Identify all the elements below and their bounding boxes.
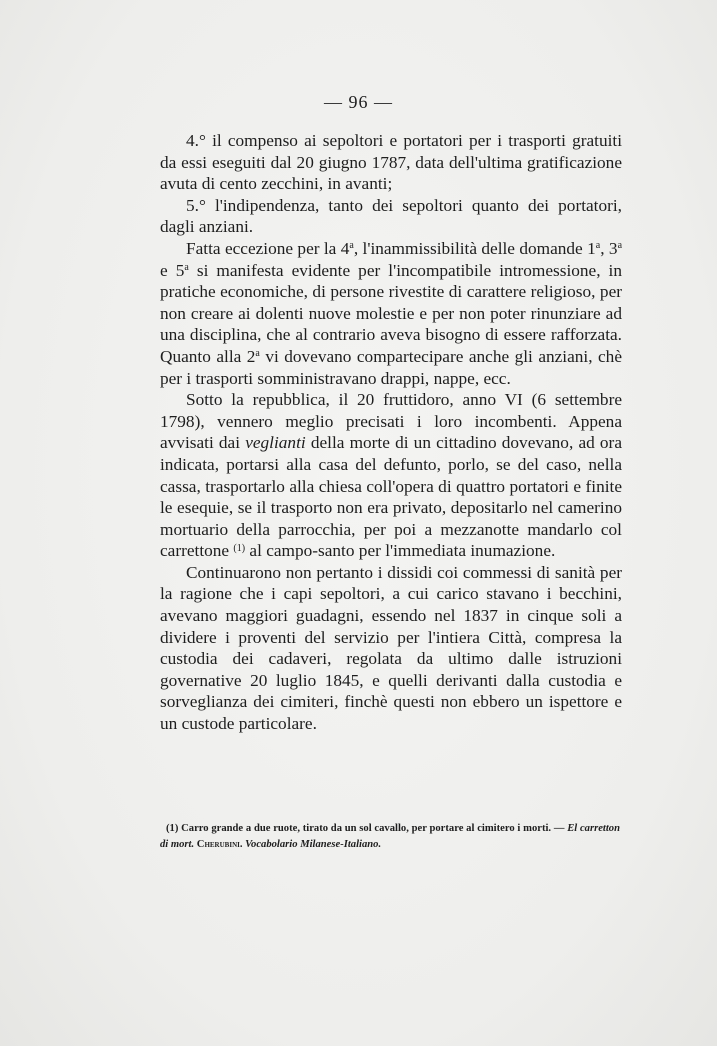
footnote-text bbox=[160, 821, 620, 852]
footnote bbox=[160, 821, 620, 852]
text-run: e 5 bbox=[160, 260, 185, 280]
superscript: a bbox=[349, 239, 354, 251]
italic-title: Vocabolario Milanese-Italiano. bbox=[245, 838, 382, 850]
superscript: a bbox=[617, 239, 623, 251]
text-run: , l'inammissibilità delle domande 1 bbox=[353, 238, 596, 258]
superscript: a bbox=[595, 239, 601, 251]
page-number: — 96 — bbox=[324, 92, 393, 112]
paragraph-disputes: Continuarono non pertanto i dissidi coi commessi di sanità per la ragione che i capi sepoltori, a cui carico stavano i becchini, avevano maggiori guadagni, essendo nel 1837 in cinque soli a dividere i proventi del servizio per l'intiera Città, compresa la custodia dei cadaveri, regolata da ultimo dalle istruzioni governative 20 luglio 1845, e quelli derivanti dalla custodia e sorveglianza dei cimiteri, finchè questi non ebbero un ispettore e un custode particolare. bbox=[160, 562, 622, 734]
paragraph-item-4: 4.° il compenso ai sepoltori e portatori per i trasporti gratuiti da essi eseguiti dal 20 giugno 1787, data dell'ultima gratificazione avuta di cento zecchini, in avanti; bbox=[160, 131, 622, 194]
paragraph-item-5: 5.° l'indipendenza, tanto dei sepoltori quanto dei portatori, dagli anziani. bbox=[160, 195, 622, 237]
text-run: Fatta eccezione per la 4 bbox=[186, 238, 350, 258]
text-run: al campo-santo per l'immediata inumazione. bbox=[245, 541, 556, 561]
text-run: della morte di un cittadino dovevano, ad ora indicata, portarsi alla casa del defunto, porlo, se del caso, nella cassa, trasportarlo alla chiesa coll'opera di quattro portatori e finite le esequie, se il trasporto non era privato, depositarlo nel camerino mortuario della parrocchia, per poi a mezzanotte mandarlo col carrettone bbox=[160, 433, 622, 561]
text-run: (1) Carro grande a due ruote, tirato da un sol cavallo, per portare al cimitero i morti. — bbox=[166, 823, 568, 834]
text-run: vi dovevano compartecipare anche gli anziani, chè per i trasporti somministravano drappi, nappe, ecc. bbox=[160, 346, 622, 388]
text-run: , 3 bbox=[600, 238, 618, 258]
text-run: Sotto la repubblica, il 20 fruttidoro, anno VI (6 settembre 1798), vennero meglio precisati i loro incombenti. Appena avvisati dai bbox=[160, 390, 622, 453]
superscript: a bbox=[184, 261, 189, 273]
text-run: si manifesta evidente per l'incompatibile intromessione, in pratiche economiche, di persone rivestite di carattere religioso, per non creare ai dolenti nuove molestie e per non poter rinunziare ad una disciplina, che al contrario aveva bisogno di essere rafforzata. Quanto alla 2 bbox=[160, 260, 623, 366]
footnote-reference: (1) bbox=[233, 543, 246, 555]
italic-term: veglianti bbox=[245, 433, 306, 453]
author-name: Cherubini. bbox=[196, 838, 243, 850]
body-text bbox=[160, 130, 622, 735]
paragraph-exception bbox=[160, 238, 622, 389]
italic-title: El carretton di mort. bbox=[160, 823, 620, 850]
paragraph-republic bbox=[160, 389, 622, 562]
superscript: a bbox=[255, 347, 260, 359]
